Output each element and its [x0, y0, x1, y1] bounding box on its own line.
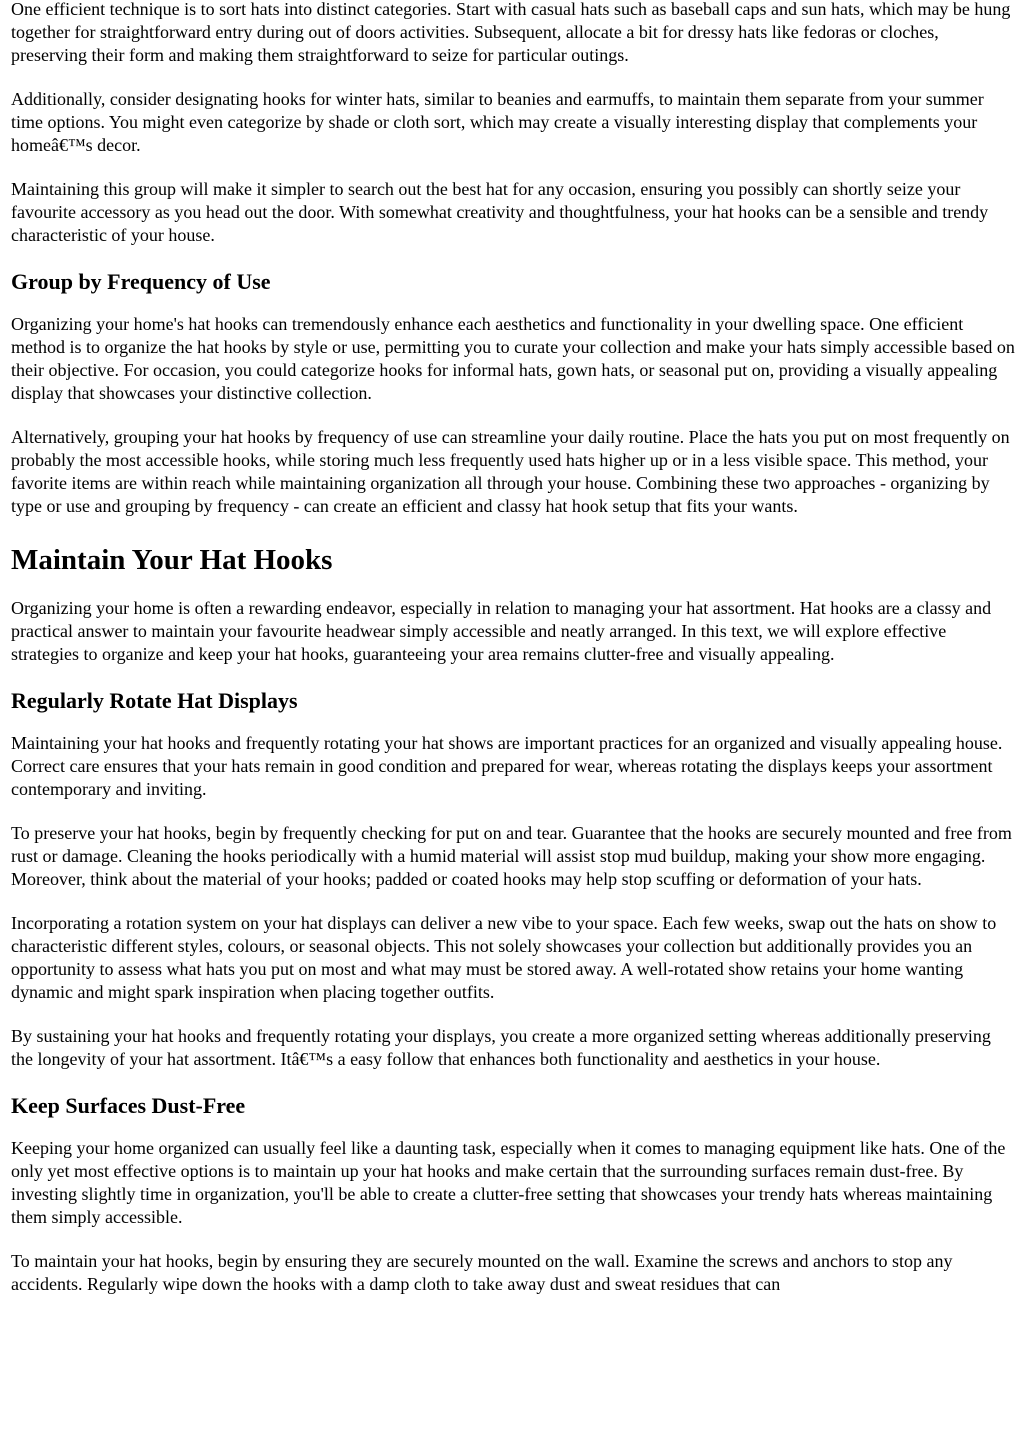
paragraph-mounting-hooks: To maintain your hat hooks, begin by ensuring they are securely mounted on the wall. Examine the screws and anchors to stop any accidents. Regularly wipe down the hooks with a damp cloth to take away dust and sweat residues that can [11, 1251, 953, 1294]
paragraph-dust-free-intro: Keeping your home organized can usually feel like a daunting task, especially when it comes to managing equipment like hats. One of the only yet most effective options is to maintain up your hat hooks and make certain that the surrounding surfaces remain dust-free. By investing slightly time in organization, you'll be able to create a clutter-free setting that showcases your trendy hats whereas maintaining them simply accessible. [11, 1138, 1006, 1227]
paragraph-frequency-grouping: Alternatively, grouping your hat hooks by frequency of use can streamline your daily routine. Place the hats you put on most frequently on probably the most accessible hooks, while storing much less frequently used hats higher up or in a less visible space. This method, your favorite items are within reach while maintaining organization all through your house. Combining these two approaches - organizing by type or use and grouping by frequency - can create an efficient and classy hat hook setup that fits your wants. [11, 427, 1010, 516]
paragraph-organizing-hooks: Organizing your home's hat hooks can tremendously enhance each aesthetics and functionality in your dwelling space. One efficient method is to organize the hat hooks by style or use, permitting you to curate your collection and make your hats simply accessible based on their objective. For occasion, you could categorize hooks for informal hats, gown hats, or seasonal put on, providing a visually appealing display that showcases your distinctive collection. [11, 314, 1015, 403]
heading-dust-free: Keep Surfaces Dust-Free [11, 1093, 246, 1118]
heading-group-by-frequency: Group by Frequency of Use [11, 269, 271, 294]
paragraph-rotation-system: Incorporating a rotation system on your hat displays can deliver a new vibe to your space. Each few weeks, swap out the hats on show to characteristic different styles, colours, or seasonal objects. This not solely showcases your collection but additionally provides you an opportunity to assess what hats you put on most and what may must be stored away. A well-rotated show retains your home wanting dynamic and might spark inspiration when placing together outfits. [11, 913, 997, 1002]
paragraph-sustaining-hooks: By sustaining your hat hooks and frequently rotating your displays, you create a more organized setting whereas additionally preserving the longevity of your hat assortment. Itâ€™s a easy follow that enhances both functionality and aesthetics in your house. [11, 1026, 991, 1069]
paragraph-winter-hooks: Additionally, consider designating hooks for winter hats, similar to beanies and earmuffs, to maintain them separate from your summer time options. You might even categorize by shade or cloth sort, which may create a visually interesting display that complements your homeâ€™s decor. [11, 89, 984, 155]
heading-rotate-displays: Regularly Rotate Hat Displays [11, 688, 298, 713]
paragraph-rotation-care: Maintaining your hat hooks and frequently rotating your hat shows are important practices for an organized and visually appealing house. Correct care ensures that your hats remain in good condition and prepared for wear, whereas rotating the displays keeps your assortment contemporary and inviting. [11, 733, 1003, 799]
paragraph-preserve-hooks: To preserve your hat hooks, begin by frequently checking for put on and tear. Guarantee that the hooks are securely mounted and free from rust or damage. Cleaning the hooks periodically with a humid material will assist stop mud buildup, making your show more engaging. Moreover, think about the material of your hooks; padded or coated hooks may help stop scuffing or deformation of your hats. [11, 823, 1012, 889]
paragraph-maintain-intro: Organizing your home is often a rewarding endeavor, especially in relation to managing your hat assortment. Hat hooks are a classy and practical answer to maintain your favourite headwear simply accessible and neatly arranged. In this text, we will explore effective strategies to organize and keep your hat hooks, guaranteeing your area remains clutter-free and visually appealing. [11, 598, 992, 664]
paragraph-maintaining-group: Maintaining this group will make it simpler to search out the best hat for any occasion, ensuring you possibly can shortly seize your favourite accessory as you head out the door. With somewhat creativity and thoughtfulness, your hat hooks can be a sensible and trendy characteristic of your house. [11, 179, 989, 245]
paragraph-hat-categories: One efficient technique is to sort hats into distinct categories. Start with casual hats such as baseball caps and sun hats, which may be hung together for straightforward entry during out of doors activities. Subsequent, allocate a bit for dressy hats like fedoras or cloches, preserving their form and making them straightforward to seize for particular outings. [11, 0, 1011, 65]
heading-maintain-hat-hooks: Maintain Your Hat Hooks [11, 544, 333, 576]
